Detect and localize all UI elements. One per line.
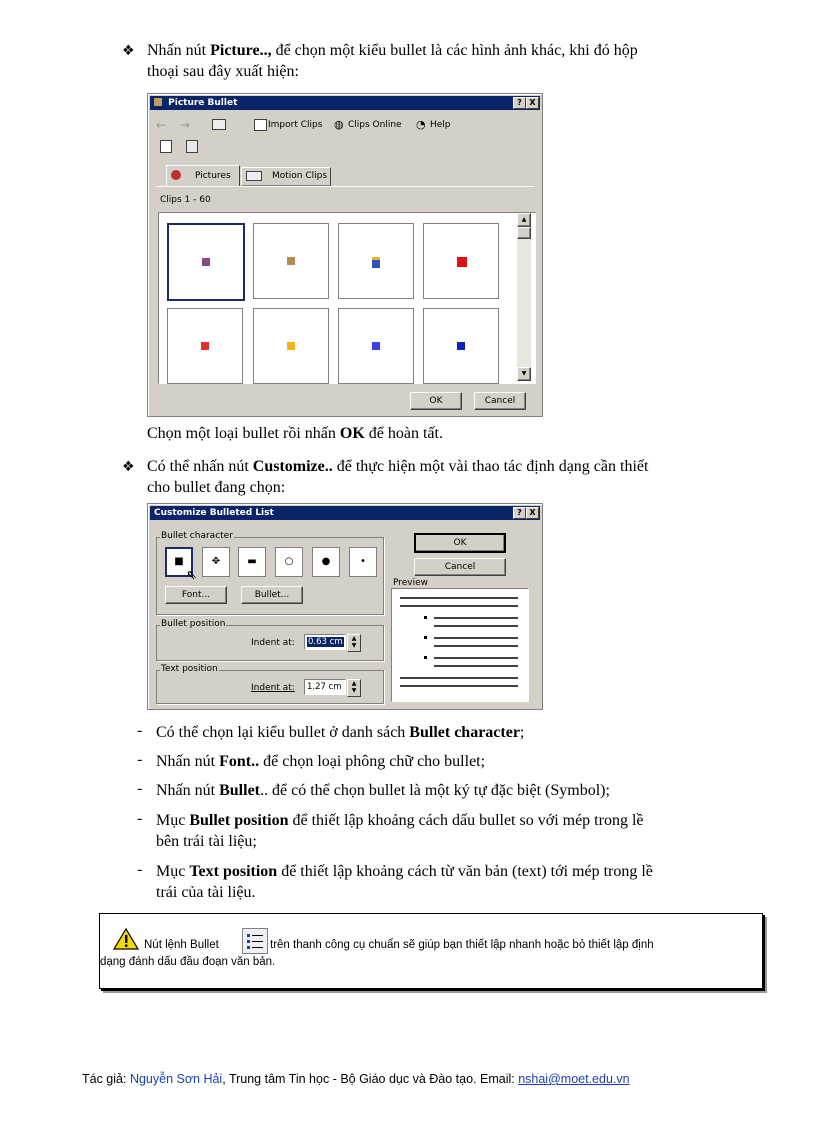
footer-affiliation: , Trung tâm Tin học - Bộ Giáo dục và Đào tạo. Email:	[222, 1072, 519, 1086]
text-indent-input[interactable]	[304, 679, 346, 695]
clip-bullet-swatch	[457, 342, 465, 350]
globe-icon[interactable]: ◍	[334, 118, 344, 131]
preview-line	[400, 677, 518, 679]
text-position-label: Text position	[161, 664, 218, 674]
tab-motion-clips-label: Motion Clips	[272, 171, 328, 181]
scrollbar[interactable]	[517, 213, 531, 381]
back-arrow-icon[interactable]: ←	[156, 118, 167, 132]
bullet-character-label: Bullet character	[161, 531, 233, 541]
clip-thumbnail[interactable]	[253, 223, 329, 299]
bullet-option[interactable]: ○	[275, 547, 303, 577]
scroll-thumb[interactable]	[517, 227, 531, 239]
bullet-button[interactable]: Bullet...	[241, 586, 303, 604]
help-title-button[interactable]: ?	[513, 507, 526, 519]
tab-pictures[interactable]	[166, 165, 240, 187]
toolbar-row-2	[156, 139, 216, 155]
note-text-post: trên thanh công cụ chuẩn sẽ giúp bạn thiết lập nhanh hoặc bỏ thiết lập định	[270, 939, 654, 951]
preview-line	[434, 665, 518, 667]
clip-thumbnail[interactable]	[167, 308, 243, 384]
customize-bulleted-list-dialog	[147, 503, 543, 710]
text-indent-value: 1.27 cm	[307, 682, 342, 692]
page-footer	[82, 1072, 630, 1086]
pictures-tab-icon	[171, 170, 181, 180]
forward-arrow-icon[interactable]: →	[180, 118, 191, 132]
help-icon[interactable]: ◔	[416, 118, 426, 131]
preview-line	[434, 645, 518, 647]
tab-motion-clips[interactable]	[241, 167, 331, 186]
clip-thumbnail[interactable]	[167, 223, 245, 301]
dash-bullet: -	[137, 722, 143, 739]
preview-line	[434, 657, 518, 659]
note-text-line2: dạng đánh dấu đầu đoạn văn bản.	[100, 956, 276, 968]
bullet-indent-spinner[interactable]: ▲ ▼	[347, 634, 361, 652]
app-icon	[154, 98, 162, 106]
text-indent-spinner[interactable]: ▲ ▼	[347, 679, 361, 697]
preview-line	[434, 637, 518, 639]
bullet-indent-input[interactable]	[304, 634, 346, 650]
para3-line1: Có thể nhấn nút Customize.. để thực hiện một vài thao tác định dạng cần thiết	[147, 458, 649, 475]
bullet-option[interactable]: ■	[165, 547, 193, 577]
scroll-down-arrow-icon[interactable]: ▼	[517, 367, 531, 381]
para2: Chọn một loại bullet rồi nhấn OK để hoàn tất.	[147, 425, 443, 442]
note-box	[99, 913, 763, 989]
preview-line	[400, 597, 518, 599]
help-button[interactable]: Help	[430, 120, 451, 130]
import-clips-button[interactable]: Import Clips	[268, 120, 323, 130]
preview-bullet	[424, 636, 427, 639]
clips-grid	[158, 212, 536, 384]
dialog-titlebar	[150, 96, 540, 110]
toolbar	[154, 116, 534, 134]
clip-bullet-swatch	[287, 257, 295, 265]
clip-thumbnail[interactable]	[423, 308, 499, 384]
clip-bullet-swatch	[372, 257, 380, 268]
bullet-option[interactable]: ●	[312, 547, 340, 577]
ok-button[interactable]: OK	[414, 533, 506, 553]
clip-thumbnail[interactable]	[423, 223, 499, 299]
para3-line2: cho bullet đang chọn:	[147, 479, 286, 496]
footer-author: Nguyễn Sơn Hải	[129, 1072, 223, 1086]
list-item: Nhấn nút Bullet.. để có thể chọn bullet là một ký tự đặc biệt (Symbol);	[156, 782, 610, 799]
list-item: Mục Bullet position để thiết lập khoảng cách dấu bullet so với mép trong lề	[156, 812, 644, 829]
clip-thumbnail[interactable]	[338, 308, 414, 384]
motion-clips-tab-icon	[246, 171, 262, 181]
footer-email-link[interactable]: nshai@moet.edu.vn	[518, 1072, 630, 1086]
close-title-button[interactable]: X	[526, 507, 539, 519]
preview-box	[391, 588, 529, 702]
warning-icon	[113, 928, 139, 950]
clip-thumbnail[interactable]	[338, 223, 414, 299]
tab-divider	[156, 186, 534, 187]
copy-icon[interactable]	[160, 140, 172, 153]
indent-at-label: Indent at:	[251, 683, 295, 693]
preview-line	[400, 605, 518, 607]
clip-bullet-swatch	[457, 257, 467, 267]
preview-line	[434, 617, 518, 619]
picture-bullet-dialog	[147, 93, 543, 417]
clip-bullet-swatch	[201, 342, 209, 350]
preview-line	[400, 685, 518, 687]
dash-bullet: -	[137, 780, 143, 797]
close-title-button[interactable]: X	[526, 97, 539, 109]
preview-bullet	[424, 656, 427, 659]
preview-label: Preview	[393, 578, 429, 588]
mouse-cursor-icon: ⇖	[186, 568, 197, 583]
all-categories-icon[interactable]	[212, 119, 226, 130]
clip-bullet-swatch	[372, 342, 380, 350]
preview-bullet	[424, 616, 427, 619]
bullet-position-label: Bullet position	[161, 619, 226, 629]
dash-bullet: -	[137, 751, 143, 768]
diamond-bullet-icon: ❖	[122, 459, 135, 475]
cancel-button[interactable]: Cancel	[474, 392, 526, 410]
footer-prefix: Tác giả:	[82, 1072, 130, 1086]
list-item-line2: bên trái tài liệu;	[156, 833, 257, 850]
list-item: Nhấn nút Font.. để chọn loại phông chữ cho bullet;	[156, 753, 486, 770]
dialog-title: Customize Bulleted List	[154, 508, 274, 518]
scroll-up-arrow-icon[interactable]: ▲	[517, 213, 531, 227]
list-item: Mục Text position để thiết lập khoảng cách từ văn bản (text) tới mép trong lề	[156, 863, 653, 880]
dialog-title: Picture Bullet	[168, 98, 238, 108]
dash-bullet: -	[137, 810, 143, 827]
list-item-line2: trái của tài liệu.	[156, 884, 256, 901]
preview-line	[434, 625, 518, 627]
clip-thumbnail[interactable]	[253, 308, 329, 384]
ok-button[interactable]: OK	[410, 392, 462, 410]
bullet-option[interactable]: •	[349, 547, 377, 577]
tab-pictures-label: Pictures	[195, 171, 231, 181]
help-title-button[interactable]: ?	[513, 97, 526, 109]
indent-at-label: Indent at:	[251, 638, 295, 648]
font-button[interactable]: Font...	[165, 586, 227, 604]
clips-count: Clips 1 - 60	[160, 195, 211, 205]
dialog-titlebar	[150, 506, 540, 520]
cancel-button[interactable]: Cancel	[414, 558, 506, 576]
bullet-option[interactable]: ▬	[238, 547, 266, 577]
bullet-option[interactable]: ✥	[202, 547, 230, 577]
dash-bullet: -	[137, 861, 143, 878]
para1-line1: Nhấn nút Picture.., để chọn một kiểu bullet là các hình ảnh khác, khi đó hộp	[147, 42, 638, 59]
diamond-bullet-icon: ❖	[122, 43, 135, 59]
import-clips-icon[interactable]	[254, 119, 267, 131]
note-text-pre: Nút lệnh Bullet	[144, 939, 219, 951]
clips-online-button[interactable]: Clips Online	[348, 120, 402, 130]
clip-bullet-swatch	[287, 342, 295, 350]
clip-bullet-swatch	[202, 258, 210, 266]
para1-line2: thoại sau đây xuất hiện:	[147, 63, 299, 80]
paste-icon[interactable]	[186, 140, 198, 153]
bullets-toolbar-icon	[242, 928, 268, 954]
list-item: Có thể chọn lại kiểu bullet ở danh sách Bullet character;	[156, 724, 525, 741]
bullet-indent-value: 0.63 cm	[308, 637, 343, 647]
